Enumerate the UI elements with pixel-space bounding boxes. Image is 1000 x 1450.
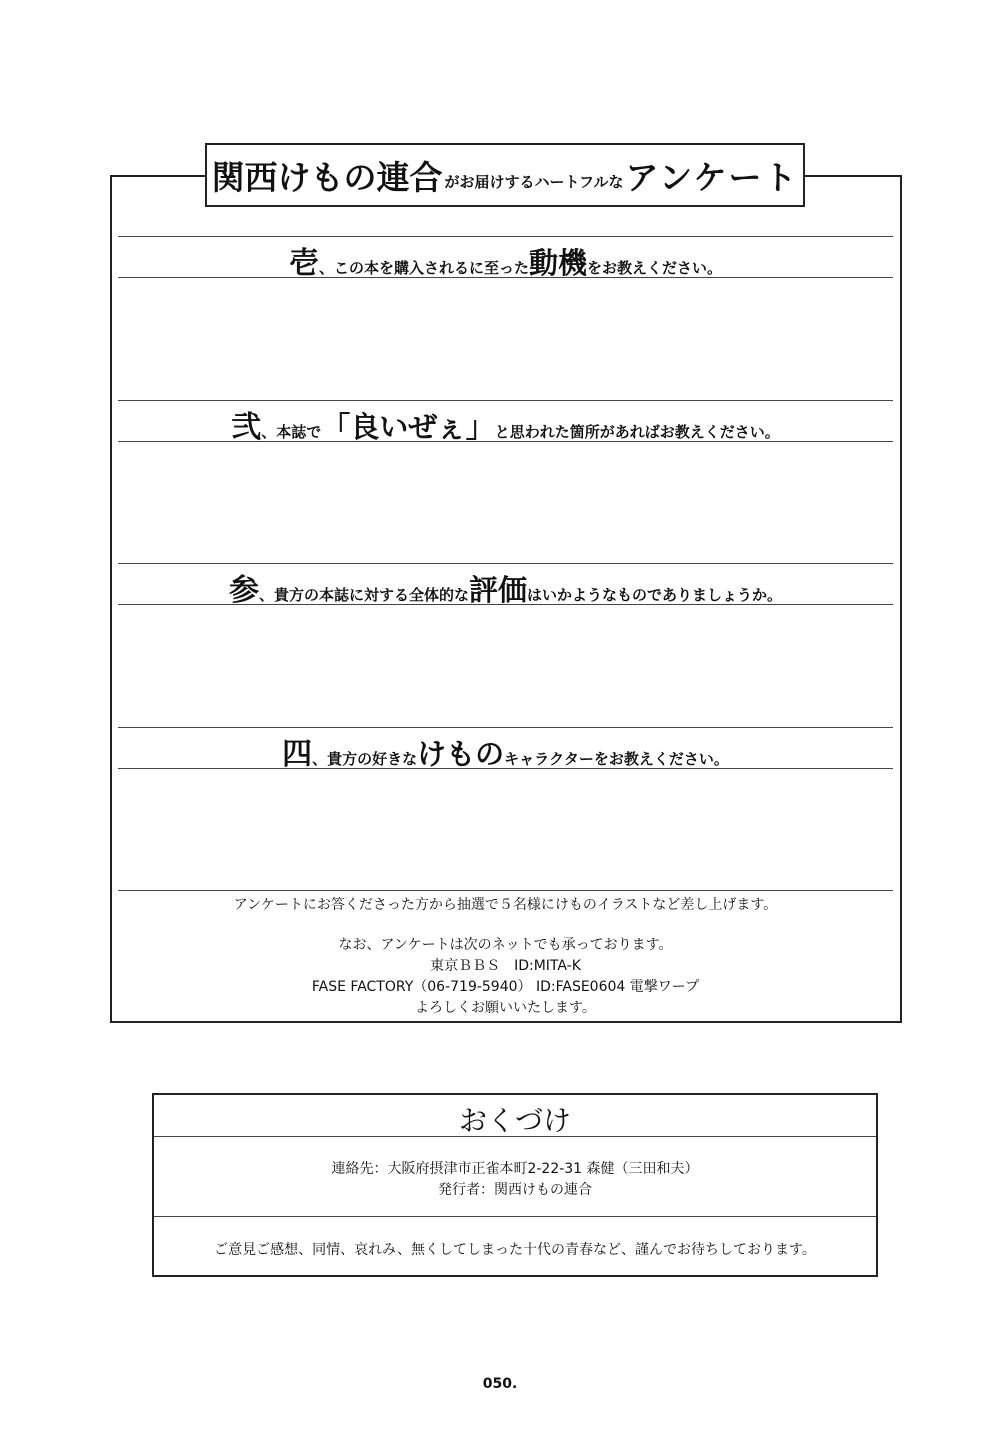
rule-q3-top: [118, 563, 893, 564]
note-fase: FASE FACTORY（06-719-5940） ID:FASE0604 電撃ワープ: [311, 979, 700, 995]
question-3-post: はいかようなものでありましょうか。: [527, 586, 783, 604]
rule-q3-bottom: [118, 604, 893, 605]
question-3-emph: 評価: [468, 573, 527, 607]
question-3-pre: 、貴方の本誌に対する全体的な: [258, 586, 469, 604]
question-3: [118, 565, 893, 609]
title-group-name: 関西けもの連合: [211, 157, 443, 197]
page-number: 050.: [482, 1376, 518, 1392]
colophon-message: ご意見ご感想、同情、哀れみ、無くしてしまった十代の青春など、謹んでお待ちしております。: [214, 1242, 816, 1258]
question-4-emph: けもの: [417, 737, 505, 771]
question-2-number: 弐: [231, 410, 262, 445]
rule-q4-top: [118, 727, 893, 728]
rule-q1-bottom: [118, 277, 893, 278]
question-2-pre: 、本誌で: [261, 423, 322, 441]
question-4: [118, 729, 893, 773]
question-1: [118, 238, 893, 282]
title-middle: がお届けするハートフルな: [444, 172, 624, 191]
rule-notes-top: [118, 890, 893, 891]
question-2: [118, 402, 893, 446]
question-4-pre: 、貴方の好きな: [312, 750, 418, 768]
colophon-box: [152, 1093, 878, 1277]
question-4-number: 四: [282, 737, 313, 772]
question-1-post: をお教えください。: [587, 259, 723, 277]
colophon-title: おくづけ: [458, 1104, 571, 1137]
colophon-contact: 連絡先：大阪府摂津市正雀本町2-22-31 森健（三田和夫）: [331, 1161, 699, 1177]
rule-q2-bottom: [118, 441, 893, 442]
question-3-number: 参: [228, 573, 259, 608]
question-2-emph: 「良いぜぇ」: [321, 410, 495, 444]
note-online: なお、アンケートは次のネットでも承っております。: [338, 937, 673, 953]
note-thanks: よろしくお願いいたします。: [415, 1000, 596, 1016]
colophon-publisher: 発行者：関西けもの連合: [438, 1182, 592, 1198]
note-bbs: 東京ＢＢＳ ID:MITA-K: [430, 958, 581, 974]
question-4-post: キャラクターをお教えください。: [504, 750, 729, 768]
question-1-number: 壱: [288, 246, 319, 281]
colophon-rule-2: [154, 1216, 876, 1217]
survey-title-box: [205, 143, 805, 207]
question-2-post: と思われた箇所があればお教えください。: [494, 423, 780, 441]
note-lottery: アンケートにお答くださった方から抽選で５名様にけものイラストなど差し上げます。: [233, 897, 778, 913]
rule-q2-top: [118, 400, 893, 401]
question-1-emph: 動機: [528, 246, 587, 280]
rule-q1-top: [118, 236, 893, 237]
title-survey: アンケート: [625, 157, 799, 197]
question-1-pre: 、この本を購入されるに至った: [318, 259, 529, 277]
colophon-rule-1: [154, 1136, 876, 1137]
rule-q4-bottom: [118, 768, 893, 769]
